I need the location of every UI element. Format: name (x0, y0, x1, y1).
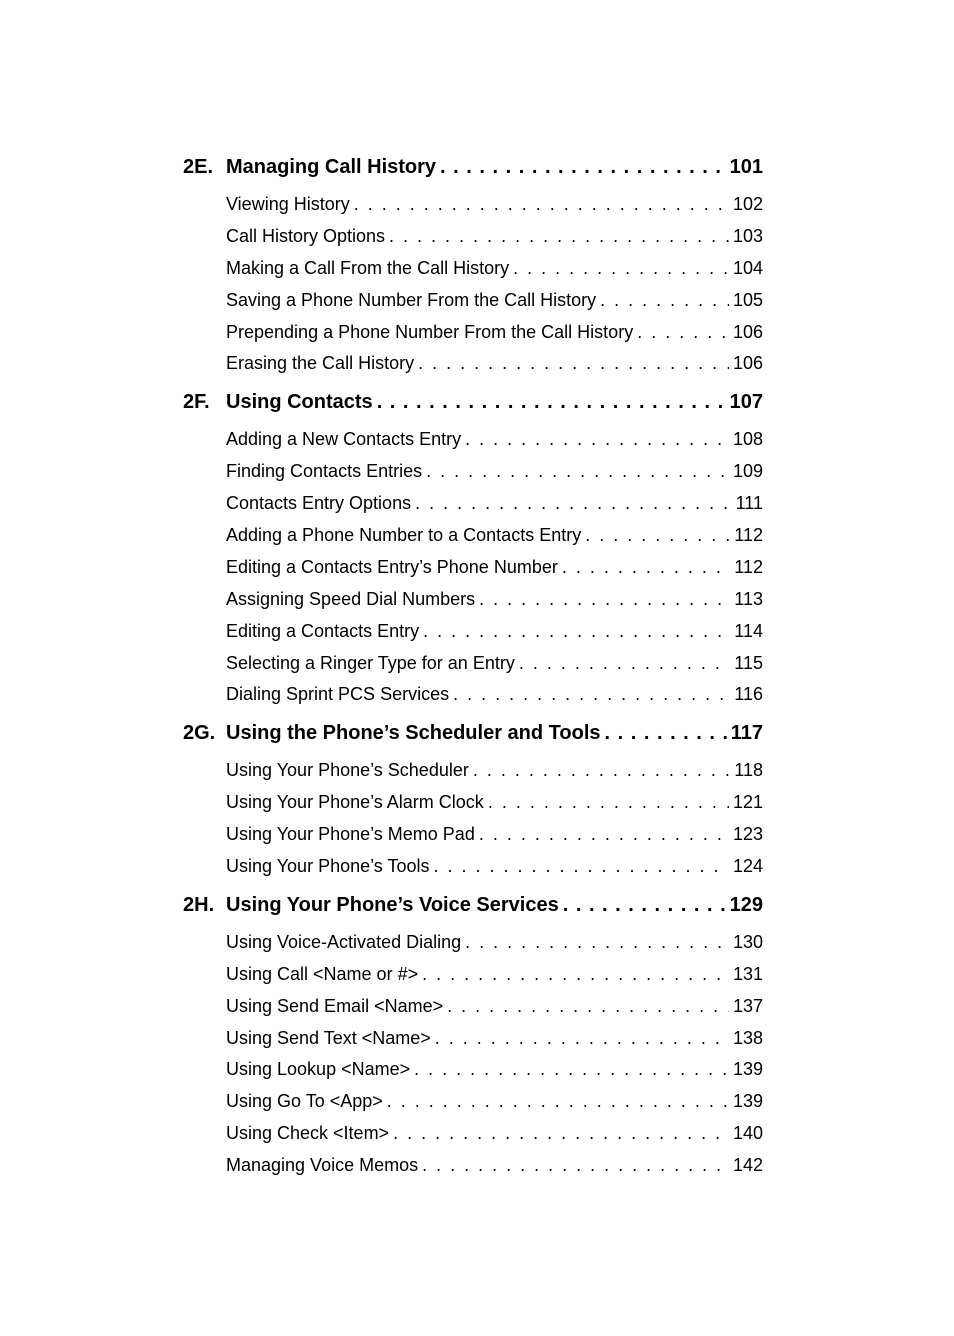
entry-page-number: 113 (734, 588, 763, 609)
entry-title: Prepending a Phone Number From the Call History (226, 321, 634, 342)
entry-title: Using Your Phone’s Scheduler (226, 760, 469, 781)
dot-leader (562, 557, 730, 578)
toc-entry[interactable] (226, 322, 763, 354)
entry-page-number: 108 (732, 429, 763, 450)
entry-title: Making a Call From the Call History (226, 257, 510, 278)
dot-leader (435, 1028, 729, 1049)
chapter-title: Using Contacts (226, 391, 373, 414)
dot-leader (488, 792, 729, 813)
chapter-heading-2g[interactable] (183, 722, 763, 756)
entry-title: Selecting a Ringer Type for an Entry (226, 652, 515, 673)
dot-leader (415, 493, 732, 514)
chapter-number: 2G. (183, 722, 216, 745)
entry-title: Using Voice-Activated Dialing (226, 931, 462, 952)
entry-title: Dialing Sprint PCS Services (226, 684, 450, 705)
entry-title: Using Send Email <Name> (226, 995, 444, 1016)
toc-entry[interactable] (226, 1091, 763, 1123)
section-list-2e (226, 194, 763, 385)
dot-leader (465, 429, 729, 450)
dot-leader (465, 932, 729, 953)
dot-leader (473, 760, 730, 781)
entry-page-number: 139 (732, 1059, 763, 1080)
dot-leader (433, 856, 728, 877)
dot-leader (393, 1123, 729, 1144)
chapter-title: Using Your Phone’s Voice Services (226, 893, 559, 916)
toc-entry[interactable] (226, 964, 763, 996)
toc-entry[interactable] (226, 429, 763, 461)
dot-leader (479, 824, 729, 845)
entry-title: Finding Contacts Entries (226, 461, 423, 482)
dot-leader (387, 1091, 729, 1112)
entry-page-number: 103 (732, 225, 763, 246)
dot-leader (422, 1155, 729, 1176)
toc-entry[interactable] (226, 1155, 763, 1187)
entry-page-number: 112 (734, 525, 763, 546)
entry-title: Managing Voice Memos (226, 1155, 419, 1176)
dot-leader (414, 1059, 729, 1080)
entry-page-number: 102 (732, 194, 763, 214)
dot-leader (585, 525, 730, 546)
dot-leader (513, 258, 729, 279)
chapter-title: Managing Call History (226, 156, 437, 178)
section-list-2g (226, 760, 763, 888)
chapter-page-number: 101 (729, 156, 763, 178)
chapter-heading-2f[interactable] (183, 391, 763, 425)
entry-title: Editing a Contacts Entry (226, 620, 420, 641)
toc-entry[interactable] (226, 589, 763, 621)
toc-entry[interactable] (226, 792, 763, 824)
toc-entry[interactable] (226, 621, 763, 653)
dot-leader (453, 684, 730, 705)
dot-leader (426, 461, 729, 482)
dot-leader (354, 194, 729, 215)
dot-leader (389, 226, 729, 247)
dot-leader (637, 322, 729, 343)
toc-entry[interactable] (226, 1028, 763, 1060)
toc-entry[interactable] (226, 290, 763, 322)
toc-entry[interactable] (226, 932, 763, 964)
entry-title: Using Send Text <Name> (226, 1027, 431, 1048)
toc-entry[interactable] (226, 824, 763, 856)
dot-leader (422, 964, 729, 985)
toc-entry[interactable] (226, 353, 763, 385)
toc-entry[interactable] (226, 194, 763, 226)
chapter-heading-2h[interactable] (183, 894, 763, 928)
entry-title: Using Your Phone’s Alarm Clock (226, 792, 484, 813)
chapter-number: 2H. (183, 893, 215, 916)
entry-page-number: 104 (732, 257, 763, 278)
entry-title: Erasing the Call History (226, 353, 415, 374)
entry-title: Saving a Phone Number From the Call History (226, 289, 597, 310)
entry-title: Editing a Contacts Entry’s Phone Number (226, 556, 558, 577)
entry-page-number: 114 (734, 620, 763, 641)
entry-page-number: 105 (732, 289, 763, 310)
toc-entry[interactable] (226, 525, 763, 557)
toc-entry[interactable] (226, 856, 763, 888)
dot-leader (563, 894, 726, 917)
dot-leader (423, 621, 730, 642)
entry-page-number: 123 (732, 824, 763, 845)
dot-leader (479, 589, 730, 610)
entry-page-number: 124 (732, 856, 763, 877)
entry-title: Using Check <Item> (226, 1123, 390, 1144)
entry-page-number: 137 (732, 995, 763, 1016)
toc-entry[interactable] (226, 226, 763, 258)
entry-title: Assigning Speed Dial Numbers (226, 588, 476, 609)
entry-page-number: 142 (732, 1155, 763, 1176)
dot-leader (418, 353, 729, 374)
entry-title: Call History Options (226, 225, 386, 246)
dot-leader (600, 290, 729, 311)
dot-leader (377, 391, 726, 414)
toc-entry[interactable] (226, 996, 763, 1028)
entry-page-number: 139 (732, 1091, 763, 1112)
chapter-page-number: 129 (729, 893, 763, 916)
table-of-contents (183, 156, 763, 1193)
entry-title: Contacts Entry Options (226, 493, 412, 514)
dot-leader (605, 722, 727, 745)
entry-title: Using Go To <App> (226, 1091, 383, 1112)
toc-entry[interactable] (226, 493, 763, 525)
toc-entry[interactable] (226, 258, 763, 290)
chapter-title: Using the Phone’s Scheduler and Tools (226, 722, 601, 745)
entry-page-number: 118 (734, 760, 763, 781)
entry-page-number: 140 (732, 1123, 763, 1144)
entry-title: Adding a Phone Number to a Contacts Entry (226, 525, 582, 546)
entry-page-number: 111 (735, 493, 763, 514)
entry-page-number: 130 (732, 931, 763, 952)
entry-page-number: 112 (734, 556, 763, 577)
entry-title: Using Your Phone’s Memo Pad (226, 824, 475, 845)
toc-entry[interactable] (226, 557, 763, 589)
toc-entry[interactable] (226, 760, 763, 792)
entry-page-number: 106 (732, 321, 763, 342)
chapter-number: 2E. (183, 156, 214, 178)
entry-title: Adding a New Contacts Entry (226, 429, 462, 450)
entry-page-number: 115 (734, 652, 763, 673)
chapter-number: 2F. (183, 391, 210, 414)
toc-entry[interactable] (226, 1059, 763, 1091)
section-list-2h (226, 932, 763, 1187)
dot-leader (440, 156, 726, 179)
dot-leader (519, 653, 730, 674)
entry-title: Viewing History (226, 194, 350, 214)
entry-page-number: 109 (732, 461, 763, 482)
dot-leader (447, 996, 729, 1017)
toc-entry[interactable] (226, 461, 763, 493)
toc-entry[interactable] (226, 1123, 763, 1155)
entry-title: Using Your Phone’s Tools (226, 856, 430, 877)
chapter-page-number: 117 (730, 722, 763, 745)
entry-title: Using Lookup <Name> (226, 1059, 411, 1080)
section-list-2f (226, 429, 763, 716)
toc-entry[interactable] (226, 653, 763, 685)
entry-page-number: 138 (732, 1027, 763, 1048)
entry-page-number: 121 (732, 792, 763, 813)
chapter-heading-2e[interactable] (183, 156, 763, 190)
toc-entry[interactable] (226, 684, 763, 716)
entry-page-number: 131 (732, 963, 763, 984)
entry-title: Using Call <Name or #> (226, 963, 419, 984)
chapter-page-number: 107 (729, 391, 763, 414)
entry-page-number: 116 (734, 684, 763, 705)
entry-page-number: 106 (732, 353, 763, 374)
